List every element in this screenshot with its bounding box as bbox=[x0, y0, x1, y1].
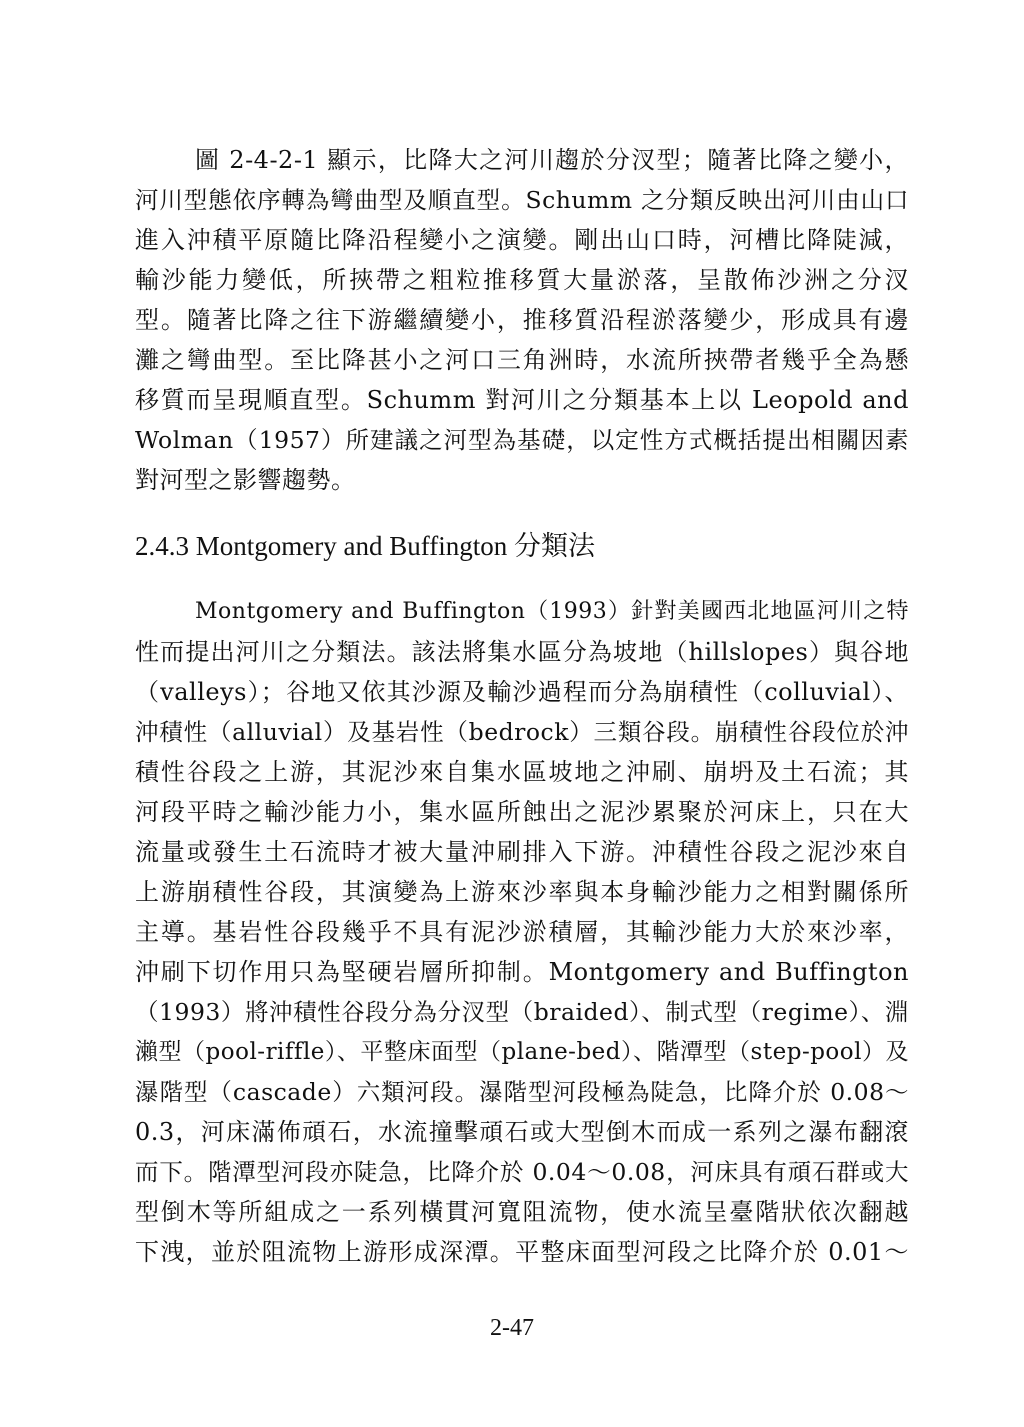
paragraph-line: 0.3，河床滿佈頑石，水流撞擊頑石或大型倒木而成一系列之瀑布翻滾 bbox=[135, 1118, 909, 1146]
paragraph-line: 流量或發生土石流時才被大量沖刷排入下游。沖積性谷段之泥沙來自 bbox=[135, 838, 909, 866]
paragraph-line: 圖 2-4-2-1 顯示，比降大之河川趨於分汊型；隨著比降之變小， bbox=[195, 146, 909, 174]
paragraph-line: 型。隨著比降之往下游繼續變小，推移質沿程淤落變少，形成具有邊 bbox=[135, 306, 909, 334]
paragraph-line: 灘之彎曲型。至比降甚小之河口三角洲時，水流所挾帶者幾乎全為懸 bbox=[135, 346, 909, 374]
paragraph-line: 上游崩積性谷段，其演變為上游來沙率與本身輸沙能力之相對關係所 bbox=[135, 878, 909, 906]
paragraph-line: 對河型之影響趨勢。 bbox=[135, 466, 356, 494]
paragraph-line: 移質而呈現順直型。Schumm 對河川之分類基本上以 Leopold and bbox=[135, 386, 909, 414]
paragraph-line: 輸沙能力變低，所挾帶之粗粒推移質大量淤落，呈散佈沙洲之分汊 bbox=[135, 266, 909, 294]
paragraph-line: 瀨型（pool-riffle）、平整床面型（plane-bed）、階潭型（step-pool）及 bbox=[135, 1039, 909, 1065]
paragraph-line: 河川型態依序轉為彎曲型及順直型。Schumm 之分類反映出河川由山口 bbox=[135, 186, 909, 214]
paragraph-line: 而下。階潭型河段亦陡急，比降介於 0.04～0.08，河床具有頑石群或大 bbox=[135, 1158, 909, 1186]
paragraph-line: 河段平時之輸沙能力小，集水區所蝕出之泥沙累聚於河床上，只在大 bbox=[135, 798, 909, 826]
paragraph-line: 進入沖積平原隨比降沿程變小之演變。剛出山口時，河槽比降陡減， bbox=[135, 226, 909, 254]
paragraph-line: 積性谷段之上游，其泥沙來自集水區坡地之沖刷、崩坍及土石流；其 bbox=[135, 758, 909, 786]
paragraph-line: 型倒木等所組成之一系列橫貫河寬阻流物，使水流呈臺階狀依次翻越 bbox=[135, 1198, 909, 1226]
paragraph-line: 沖積性（alluvial）及基岩性（bedrock）三類谷段。崩積性谷段位於沖 bbox=[135, 718, 909, 746]
paragraph-line: 沖刷下切作用只為堅硬岩層所抑制。Montgomery and Buffington bbox=[135, 958, 909, 986]
paragraph-line: 下洩，並於阻流物上游形成深潭。平整床面型河段之比降介於 0.01～ bbox=[135, 1238, 909, 1266]
paragraph-line: （valleys）；谷地又依其沙源及輸沙過程而分為崩積性（colluvial）、 bbox=[135, 678, 909, 706]
paragraph-line: 瀑階型（cascade）六類河段。瀑階型河段極為陡急，比降介於 0.08～ bbox=[135, 1078, 909, 1106]
paragraph-line: Montgomery and Buffington（1993）針對美國西北地區河川之特 bbox=[195, 599, 909, 624]
paragraph-line: （1993）將沖積性谷段分為分汊型（braided）、制式型（regime）、淵 bbox=[135, 998, 909, 1026]
section-heading: 2.4.3 Montgomery and Buffington 分類法 bbox=[135, 531, 595, 561]
paragraph-line: 性而提出河川之分類法。該法將集水區分為坡地（hillslopes）與谷地 bbox=[135, 638, 909, 666]
paragraph-line: Wolman（1957）所建議之河型為基礎，以定性方式概括提出相關因素 bbox=[135, 426, 909, 454]
paragraph-line: 主導。基岩性谷段幾乎不具有泥沙淤積層，其輸沙能力大於來沙率， bbox=[135, 918, 909, 946]
page-number: 2-47 bbox=[490, 1315, 534, 1341]
